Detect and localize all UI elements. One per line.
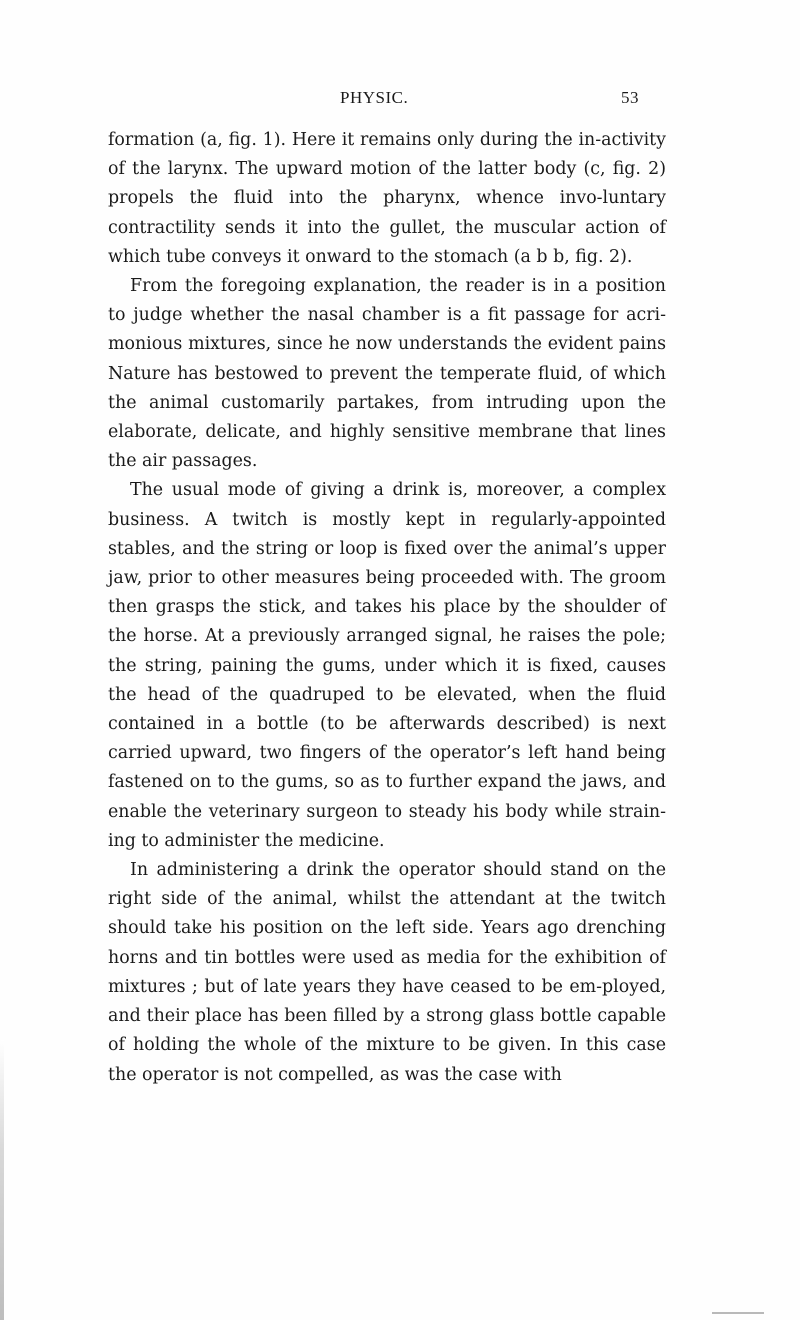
paragraph-1: formation (a, fig. 1). Here it remains only during the in-activity of the larynx. The upward motion of the latter body (c, fig. 2) propels the fluid into the pharynx, whence invo-luntary contractility sends it into the gullet, the muscular action of which tube conveys it onward to the stomach (a b b, fig. 2). xyxy=(108,130,666,267)
body-text xyxy=(108,126,666,1090)
page-edge-shadow xyxy=(0,1040,4,1320)
paragraph-2: From the foregoing explanation, the reader is in a position to judge whether the nasal chamber is a fit passage for acri-monious mixtures, since he now understands the evident pains Nature has bestowed to prevent the temperate fluid, of which the animal customarily partakes, from intruding upon the elaborate, delicate, and highly sensitive membrane that lines the air passages. xyxy=(108,276,666,472)
bottom-edge-mark xyxy=(712,1312,764,1314)
page-number: 53 xyxy=(621,88,639,107)
paragraph-4: In administering a drink the operator should stand on the right side of the animal, whilst the attendant at the twitch should take his position on the left side. Years ago drenching horns and tin bottles were used as media for the exhibition of mixtures ; but of late years they have ceased to be em-ployed, and their place has been filled by a strong glass bottle capable of holding the whole of the mixture to be given. In this case the operator is not compelled, as was the case with xyxy=(108,860,666,1085)
running-head xyxy=(0,88,800,112)
paragraph-3: The usual mode of giving a drink is, moreover, a complex business. A twitch is mostly kept in regularly-appointed stables, and the string or loop is fixed over the animal’s upper jaw, prior to other measures being proceeded with. The groom then grasps the stick, and takes his place by the shoulder of the horse. At a previously arranged signal, he raises the pole; the string, paining the gums, under which it is fixed, causes the head of the quadruped to be elevated, when the fluid contained in a bottle (to be afterwards described) is next carried upward, two fingers of the operator’s left hand being fastened on to the gums, so as to further expand the jaws, and enable the veterinary surgeon to steady his body while strain-ing to administer the medicine. xyxy=(108,480,666,851)
running-title: PHYSIC. xyxy=(340,88,409,107)
